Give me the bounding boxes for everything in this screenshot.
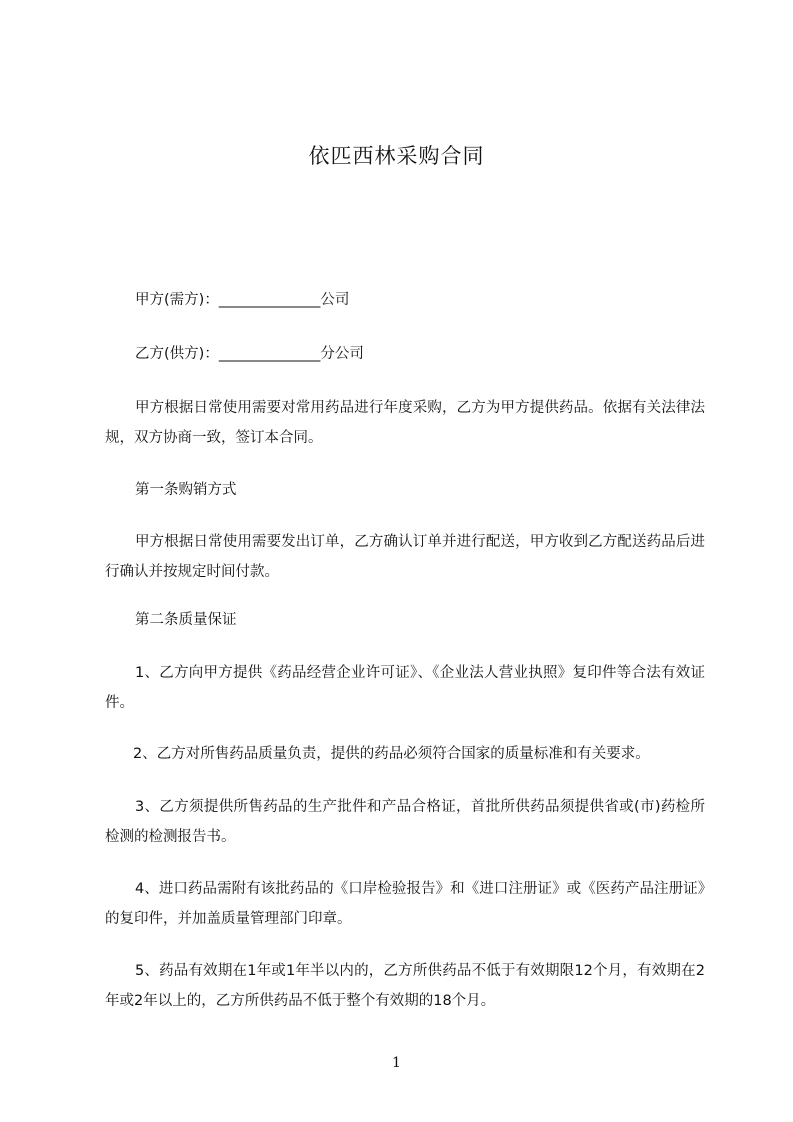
page-number: 1 <box>392 1055 401 1071</box>
article-2-heading: 第二条质量保证 <box>135 612 237 628</box>
party-a-line: 甲方(需方)：______________公司 <box>135 292 350 308</box>
article-2-item-2: 2、乙方对所售药品质量负责，提供的药品必须符合国家的质量标准和有关要求。 <box>133 746 650 762</box>
party-b-line: 乙方(供方)：______________分公司 <box>135 346 364 362</box>
article-1-body: 甲方根据日常使用需要发出订单，乙方确认订单并进行配送，甲方收到乙方配送药品后进行确认并按规定时间付款。 <box>105 534 705 580</box>
article-2-item-5: 5、药品有效期在1年或1年半以内的，乙方所供药品不低于有效期限12个月，有效期在2年或2年以上的，乙方所供药品不低于整个有效期的18个月。 <box>105 963 705 1009</box>
intro-paragraph: 甲方根据日常使用需要对常用药品进行年度采购，乙方为甲方提供药品。依据有关法律法规，双方协商一致，签订本合同。 <box>105 400 705 446</box>
article-2-item-4: 4、进口药品需附有该批药品的《口岸检验报告》和《进口注册证》或《医药产品注册证》的复印件，并加盖质量管理部门印章。 <box>105 881 705 927</box>
document-title: 依匹西林采购合同 <box>308 144 485 168</box>
article-2-item-1: 1、乙方向甲方提供《药品经营企业许可证》、《企业法人营业执照》复印件等合法有效证件。 <box>105 665 705 711</box>
article-1-heading: 第一条购销方式 <box>135 482 237 498</box>
article-2-item-3: 3、乙方须提供所售药品的生产批件和产品合格证，首批所供药品须提供省或(市)药检所检测的检测报告书。 <box>105 799 705 845</box>
